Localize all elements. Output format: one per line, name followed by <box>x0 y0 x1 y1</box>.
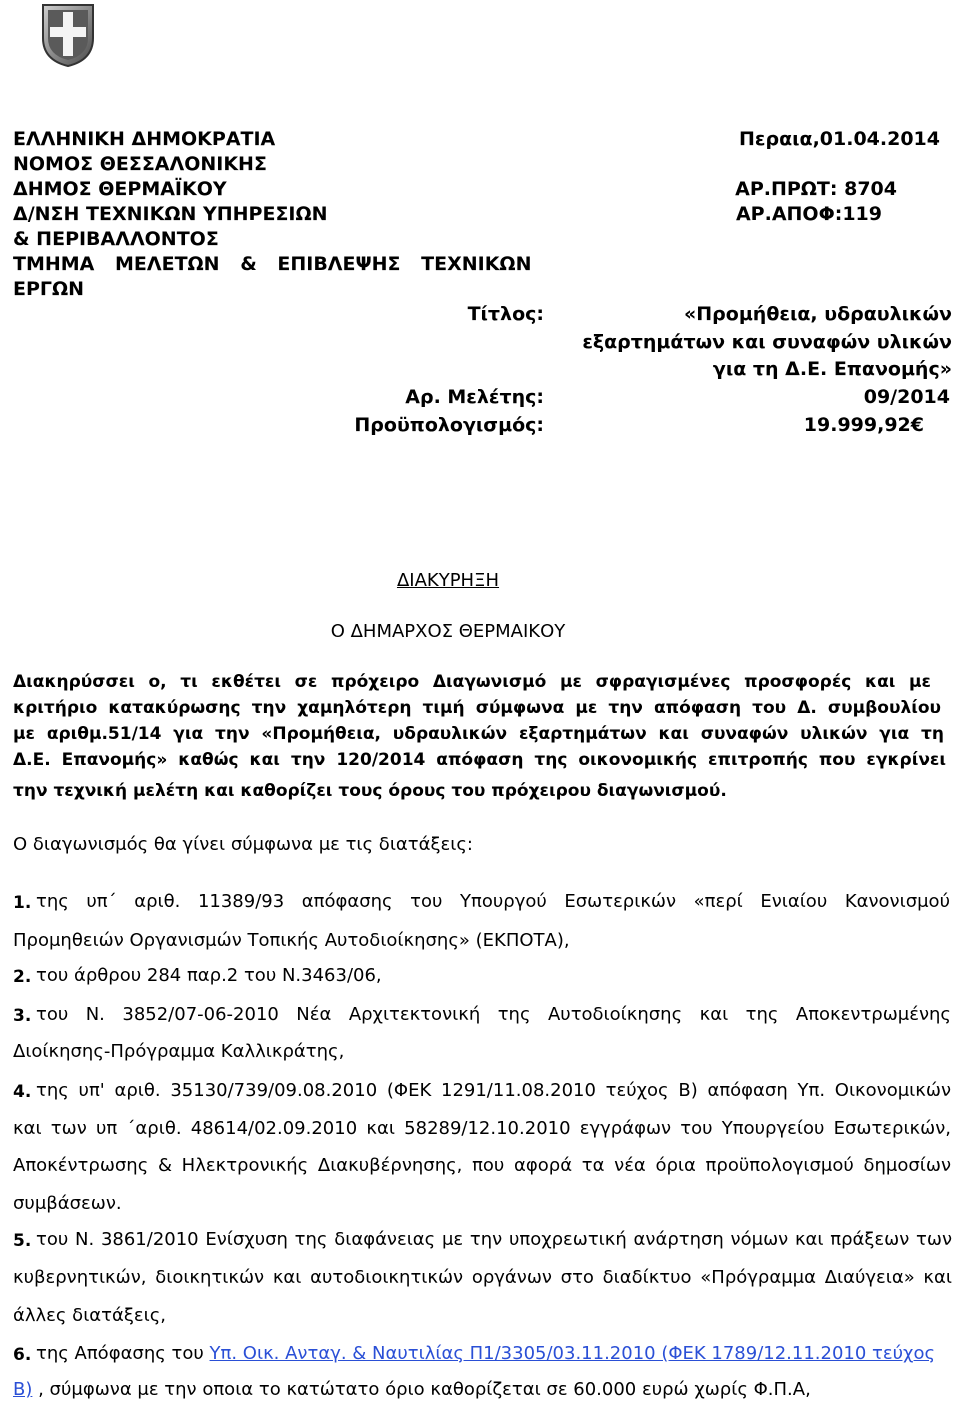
decision-link[interactable]: Υπ. Οικ. Ανταγ. & Ναυτιλίας Π1/3305/03.11.2010 (ΦΕΚ 1789/12.11.2010 τεύχος <box>209 1343 936 1364</box>
title-line: «Προμήθεια, υδραυλικών <box>683 303 952 325</box>
budget-value: 19.999,92€ <box>803 414 924 436</box>
budget-label: Προϋπολογισμός: <box>354 414 544 436</box>
item-text-line: Διοίκησης-Πρόγραμμα Καλλικράτης, <box>13 1041 345 1062</box>
document-date: Περαια,01.04.2014 <box>738 128 940 150</box>
header-line: ΕΡΓΩΝ <box>13 278 85 300</box>
intro-line: Διακηρύσσει ο, τι εκθέτει σε πρόχειρο Διαγωνισμό με σφραγισμένες προσφορές και με <box>13 672 931 692</box>
intro-line: Δ.Ε. Επανομής» καθώς και την 120/2014 απόφαση της οικονομικής επιτροπής που εγκρίνει <box>13 750 946 770</box>
study-number-label: Αρ. Μελέτης: <box>405 386 544 408</box>
header-line: & ΠΕΡΙΒΑΛΛΟΝΤΟΣ <box>13 228 219 250</box>
intro-line: την τεχνική μελέτη και καθορίζει τους όρους του πρόχειρου διαγωνισμού. <box>13 781 727 801</box>
item-text-line: του Ν. 3861/2010 Ενίσχυση της διαφάνειας με την υποχρεωτική ανάρτηση νόμων και πράξεων των <box>36 1229 952 1250</box>
header-line: Δ/ΝΣΗ ΤΕΧΝΙΚΩΝ ΥΠΗΡΕΣΙΩΝ <box>13 203 328 225</box>
intro-line: κριτήριο κατακύρωσης την χαμηλότερη τιμή σύμφωνα με την απόφαση του Δ. συμβουλίου <box>13 698 941 718</box>
item-text-line: της υπ' αριθ. 35130/739/09.08.2010 (ΦΕΚ 1291/11.08.2010 τεύχος Β) απόφαση Υπ. Οικονομικών <box>36 1080 951 1101</box>
item-number: 4. <box>13 1082 32 1102</box>
item-text-line: του άρθρου 284 παρ.2 του Ν.3463/06, <box>36 965 382 986</box>
item-suffix-text: , σύμφωνα με την οποια το κατώτατο όριο καθορίζεται σε 60.000 ευρώ χωρίς Φ.Π.Α, <box>32 1379 811 1400</box>
item-text-line <box>13 1379 811 1400</box>
header-line: ΔΗΜΟΣ ΘΕΡΜΑΪΚΟΥ <box>13 178 227 200</box>
header-line: ΤΜΗΜΑ ΜΕΛΕΤΩΝ & ΕΠΙΒΛΕΨΗΣ ΤΕΧΝΙΚΩΝ <box>13 253 532 275</box>
decision-number: ΑΡ.ΑΠΟΦ:119 <box>735 203 882 225</box>
item-text-line: του Ν. 3852/07-06-2010 Νέα Αρχιτεκτονική της Αυτοδιοίκησης και της Αποκεντρωμένης <box>36 1004 951 1025</box>
header-line: ΝΟΜΟΣ ΘΕΣΣΑΛΟΝΙΚΗΣ <box>13 153 267 175</box>
study-number-value: 09/2014 <box>863 386 950 408</box>
item-text-line: και των υπ ΄αριθ. 48614/02.09.2010 και 58289/12.10.2010 εγγράφων του Υπουργείου Εσωτερικών, <box>13 1118 951 1139</box>
protocol-number: ΑΡ.ΠΡΩΤ: 8704 <box>735 178 897 200</box>
item-number: 6. <box>13 1345 32 1365</box>
title-line: για τη Δ.Ε. Επανομής» <box>712 358 952 380</box>
intro-line: με αριθμ.51/14 για την «Προμήθεια, υδραυλικών εξαρτημάτων και συναφών υλικών για τη <box>13 724 944 744</box>
item-text-line: της υπ΄ αριθ. 11389/93 απόφασης του Υπουργού Εσωτερικών «περί Ενιαίου Κανονισμού <box>36 891 950 912</box>
item-text-line: κυβερνητικών, διοικητικών και αυτοδιοικητικών οργάνων στο διαδίκτυο «Πρόγραμμα Διαύγεια» και <box>13 1267 952 1288</box>
item-text-line: Αποκέντρωσης & Ηλεκτρονικής Διακυβέρνησης, που αφορά τα νέα όρια προϋπολογισμού δημοσίων <box>13 1155 951 1176</box>
header-line: ΕΛΛΗΝΙΚΗ ΔΗΜΟΚΡΑΤΙΑ <box>13 128 276 150</box>
decision-link-continued[interactable]: Β) <box>13 1379 33 1400</box>
document-heading: ΔΙΑΚΥΡΗΞΗ <box>396 570 500 591</box>
item-number: 5. <box>13 1231 32 1251</box>
provisions-intro: Ο διαγωνισμός θα γίνει σύμφωνα με τις διατάξεις: <box>13 834 473 855</box>
item-prefix-text: της Απόφασης του <box>36 1343 210 1364</box>
item-text-line: Προμηθειών Οργανισμών Τοπικής Αυτοδιοίκησης» (ΕΚΠΟΤΑ), <box>13 930 570 951</box>
item-text-line: συμβάσεων. <box>13 1193 122 1214</box>
title-label: Τίτλος: <box>467 303 544 325</box>
title-line: εξαρτημάτων και συναφών υλικών <box>582 331 952 353</box>
mayor-heading: Ο ΔΗΜΑΡΧΟΣ ΘΕΡΜΑΙΚΟΥ <box>330 621 566 642</box>
item-number: 2. <box>13 967 32 987</box>
item-number: 3. <box>13 1006 32 1026</box>
coat-of-arms-emblem <box>39 2 97 68</box>
item-text-line: άλλες διατάξεις, <box>13 1305 166 1326</box>
item-text-line <box>36 1343 935 1364</box>
item-number: 1. <box>13 893 32 913</box>
